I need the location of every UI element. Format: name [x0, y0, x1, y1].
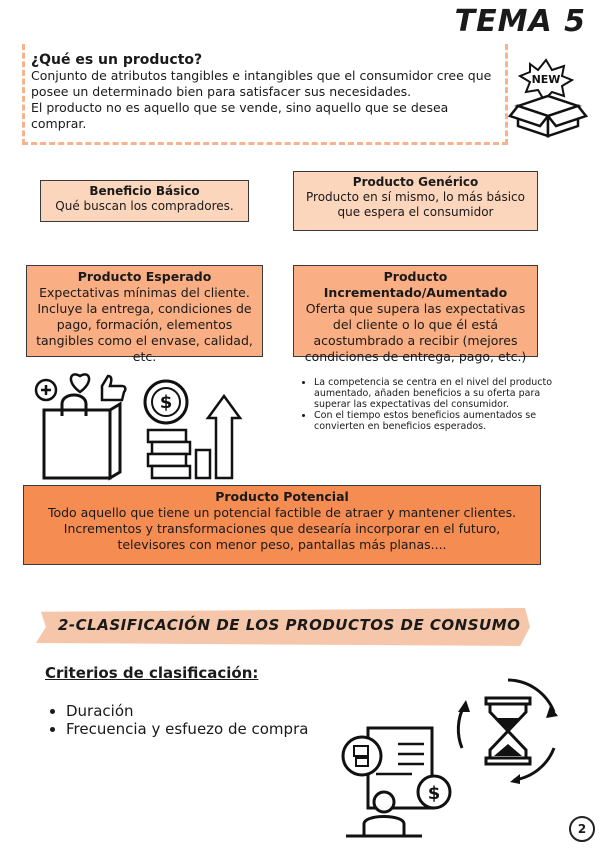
new-box-icon: [508, 58, 588, 138]
page-number: 2: [569, 816, 595, 842]
criterio-item: • Duración: [66, 702, 308, 720]
box-producto-potencial-title: Producto Potencial: [215, 489, 349, 504]
criterios-title: Criterios de clasificación:: [45, 664, 259, 682]
hourglass-icon: [454, 676, 562, 784]
new-badge-text: NEW: [531, 73, 561, 86]
box-producto-incrementado: [293, 265, 538, 364]
competition-notes: [300, 377, 558, 432]
box-beneficio-basico-text: Qué buscan los compradores.: [55, 199, 234, 213]
section-title: 2-CLASIFICACIÓN DE LOS PRODUCTOS DE CONSUMO: [58, 616, 521, 634]
box-producto-esperado: [26, 265, 263, 364]
invoice-consumer-icon: [342, 726, 454, 838]
box-beneficio-basico: [40, 180, 249, 222]
box-producto-potencial-text: Todo aquello que tiene un potencial factible de atraer y mantener clientes. Incrementos y transformaciones que desearía incorporar en el futuro, televisores con menor peso, pantallas más planas....: [47, 505, 517, 552]
box-producto-generico: [293, 171, 538, 231]
intro-box: [22, 44, 508, 145]
box-producto-incrementado-text: Oferta que supera las expectativas del cliente o lo que él está acostumbrado a recibir (mejores condiciones de entrega, pago, etc.): [304, 301, 527, 364]
box-producto-esperado-title: Producto Esperado: [77, 269, 212, 284]
svg-text:$: $: [427, 783, 441, 804]
intro-title: ¿Qué es un producto?: [31, 52, 203, 68]
page-heading: TEMA 5: [454, 4, 586, 39]
box-producto-esperado-text: Expectativas mínimas del cliente. Incluye la entrega, condiciones de pago, formación, elementos tangibles como el envase, calidad, etc.: [36, 285, 253, 364]
criterios-list: [48, 702, 308, 738]
shopping-bag-icon: [32, 368, 132, 480]
intro-line-3: El producto no es aquello que se vende, sino aquello que se desea comprar.: [31, 100, 449, 131]
svg-text:$: $: [159, 392, 173, 413]
intro-line-2: posee un determinado bien para satisfacer sus necesidades.: [31, 84, 412, 99]
criterio-item: • Frecuencia y esfuezo de compra: [66, 720, 308, 738]
money-growth-icon: [142, 378, 244, 480]
intro-line-1: Conjunto de atributos tangibles e intangibles que el consumidor cree que: [31, 68, 492, 83]
box-producto-generico-text: Producto en sí mismo, lo más básico que espera el consumidor: [306, 190, 525, 219]
note-item: • La competencia se centra en el nivel del producto aumentado, añaden beneficios a su oferta para superar las expectativas del consumidor.: [314, 377, 558, 410]
box-producto-potencial: [23, 485, 541, 565]
note-item: • Con el tiempo estos beneficios aumentados se convierten en beneficios esperados.: [314, 410, 558, 432]
box-producto-generico-title: Producto Genérico: [352, 175, 479, 189]
box-beneficio-basico-title: Beneficio Básico: [89, 184, 200, 198]
box-producto-incrementado-title: Producto Incrementado/Aumentado: [323, 269, 508, 300]
